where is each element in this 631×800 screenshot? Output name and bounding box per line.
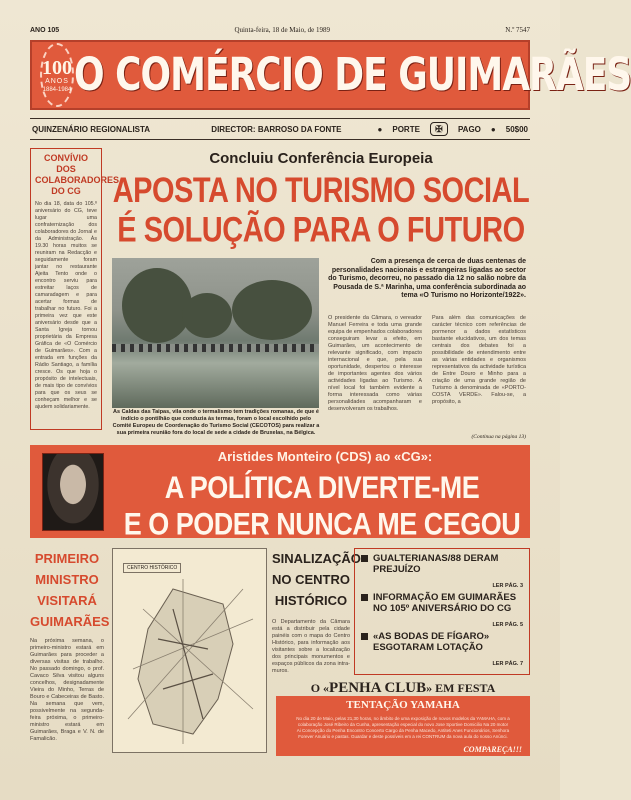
historic-center-map xyxy=(112,548,267,753)
frequency-label: QUINZENÁRIO REGIONALISTA xyxy=(32,124,151,134)
anniversary-seal xyxy=(40,43,74,107)
bridge-shape xyxy=(112,344,319,352)
bullet-icon: ● xyxy=(490,124,496,134)
bullet-square-icon xyxy=(361,555,368,562)
story-kicker: Concluiu Conferência Europeia xyxy=(209,150,433,167)
director-label: DIRECTOR: BARROSO DA FONTE xyxy=(211,124,342,134)
story-columns xyxy=(328,315,526,437)
index-item xyxy=(361,592,523,631)
advertisement xyxy=(276,680,530,756)
interview-band xyxy=(30,445,530,542)
porte-label: PORTE xyxy=(392,124,420,134)
sidebar-body: No dia 18, data do 105.º aniversário do CG, teve lugar uma confraternização dos colaboradores do Jornal e da Administração. Às 19.30 horas muitos se reuniram na Redacção e seguidamente foram jantar no restaurante Ajeita Tento onde o encontro serviu para estreitar laços de camaradagem e para acertar formas de trabalhar no futuro. Foi a primeira vez que este aniversário desde que a Santa Igreja tornou proprietária da Empresa Gráfica de «O Comércio de Guimarães». Com a entrada em funções da Rádio Santiago, a família cresce. Os que hoja o propósito de intelectuais, de mais tipo de convívios para que os seus se conheçam melhor e se ajudem solidariamente. xyxy=(35,201,97,410)
pm-visit-article xyxy=(30,548,110,743)
ad-cta: COMPAREÇA!!! xyxy=(463,745,522,754)
index-box xyxy=(354,548,530,675)
anniversary-word: ANOS xyxy=(45,77,69,85)
tree-shape xyxy=(122,268,192,343)
ad-fine-print: No dia 20 de Maio, pelas 21,30 horas, no âmbito de uma exposição de novos modelos da YAMAHA, com a colaboração José Ribeiro da Cunha, apresentação especial do novo Jose Sportive Domicilio Na 20 motor Ai Concepção do Penha Encontro Concerto Cargo da Penha Macedo, Antiteti Anes Funcionários, Senhora Forever Anuário e pastas. Guardar e deste possíveis em a rei CONTRUM da nova aula do nosso Anúnci. xyxy=(296,716,510,739)
index-item xyxy=(361,631,523,670)
tree-shape xyxy=(182,293,232,338)
anniversary-years: 1884-1984 xyxy=(42,86,72,93)
story-photo xyxy=(112,258,319,408)
tree-shape xyxy=(232,280,312,340)
index-item-page: LER PÁG. 3 xyxy=(492,583,523,589)
issue-year: ANO 105 xyxy=(30,26,60,34)
headline-line-2: É SOLUÇÃO PARA O FUTURO xyxy=(117,211,525,250)
masthead xyxy=(30,40,631,110)
index-item-text: INFORMAÇÃO EM GUIMARÃES NO 105º ANIVERSÁRIO DO CG xyxy=(373,592,517,614)
continued-note: (Continua na página 13) xyxy=(471,434,526,440)
index-item-page: LER PÁG. 7 xyxy=(492,661,523,667)
ad-title xyxy=(276,680,530,696)
index-item-text: GUALTERIANAS/88 DERAM PREJUÍZO xyxy=(373,553,499,575)
ad-body xyxy=(276,696,530,756)
ad-title-post: » EM FESTA xyxy=(426,681,496,695)
bullet-square-icon xyxy=(361,594,368,601)
story-lead: Com a presença de cerca de duas centenas de personalidades nacionais e estrangeiras ligadas ao sector do Turismo, decorreu, no passado dia 12 no salão nobre da Pousada de S.ª Marinha, uma conferência subordinada ao tema «O Turismo no Horizonte/1922». xyxy=(328,258,526,300)
pm-visit-body: Na próxima semana, o primeiro-ministro estará em Guimarães para proceder a diversas visitas de trabalho. No passado domingo, o prof. Cavaco Silva visitou alguns concelhos, designadamente Vieira do Minho, Terras de Bouro e Cabeceiras de Basto. Na semana que vem, possivelmente na segunda-feira próxima, o primeiro-ministro estará em Guimarães, Braga e V. N. de Famalicão. xyxy=(30,638,104,742)
crest-icon: ✠ xyxy=(430,122,448,136)
pago-label: PAGO xyxy=(457,124,481,134)
newspaper-title: O COMÉRCIO DE GUIMARÃES xyxy=(74,49,631,101)
interview-title xyxy=(120,469,524,543)
ad-title-pre: O « xyxy=(310,681,330,695)
story-column-2: Para além das comunicações de carácter técnico com referências de pormenor a dados estatísticos bastante elucidativos, um dos temas centrais dos debates foi a possibilidade de entendimento entre as várias entidades e organismos representativos da actividade turística de Entre Douro e Minho para a criação de uma grande região de Turismo à denominada de «PORTO-COSTA VERDE». Falou-se, a propósito, a xyxy=(432,315,526,405)
story-column-1: O presidente da Câmara, o vereador Manuel Ferreira e toda uma grande equipa de empenhados colaboradores conseguiram levar a efeito, em Guimarães, um acontecimento de relevante significado, com impacto internacional e que, pela sua oportunidade, despertou o interesse de importantes agentes dos vários actividades ligadas ao Turismo. A nível local foi também evidente a forma interessada como várias personalidades acompanharam e desenvolveram os trabalhos. xyxy=(328,315,422,412)
issue-number: N.º 7547 xyxy=(505,26,530,34)
ad-title-name: PENHA CLUB xyxy=(329,680,427,696)
historic-article xyxy=(272,548,361,675)
map-label: CENTRO HISTÓRICO xyxy=(123,563,181,573)
map-drawing xyxy=(113,549,268,754)
sidebar-title: CONVÍVIO DOS COLABORADORES DO CG xyxy=(35,153,120,196)
headline-line-1: APOSTA NO TURISMO SOCIAL xyxy=(112,172,530,211)
subheader-bar xyxy=(30,118,530,140)
bullet-square-icon xyxy=(361,633,368,640)
interview-title-line-1: A POLÍTICA DIVERTE-ME xyxy=(164,470,480,505)
photo-caption: As Caldas das Taipas, vila onde o termalismo tem tradições romanas, de que é indício o pontilhão que conduzia às termas, foram o local escolhido pelo Comité Europeu de Coordenação do Turismo Social (CECOTOS) para realizar a sua primeira reunião fora do local de sede a cidade de Bruxelas, na Bélgica. xyxy=(112,409,320,436)
price-label: 50$00 xyxy=(505,124,528,134)
interview-subtitle: Aristides Monteiro (CDS) ao «CG»: xyxy=(217,449,433,464)
sidebar-box xyxy=(30,148,120,430)
main-headline xyxy=(112,172,530,251)
index-item-text: «AS BODAS DE FÍGARO» ESGOTARAM LOTAÇÃO xyxy=(373,631,490,653)
pm-visit-title: PRIMEIRO MINISTRO VISITARÁ GUIMARÃES xyxy=(30,551,110,629)
ad-subtitle: TENTAÇÃO YAMAHA xyxy=(346,699,460,711)
index-item xyxy=(361,553,523,592)
anniversary-number: 100 xyxy=(42,56,72,79)
issue-date: Quinta-feira, 18 de Maio, de 1989 xyxy=(234,26,330,34)
bullet-icon: ● xyxy=(377,124,383,134)
portrait-photo xyxy=(42,453,104,531)
top-line xyxy=(30,24,530,36)
interview-title-line-2: E O PODER NUNCA ME CEGOU xyxy=(123,506,521,542)
historic-body: O Departamento da Câmara está a distribuir pela cidade painéis com o mapa do Centro Histórico, para informação aos visitantes sobre a localização dos principais monumentos e espaços públicos da zona intra-muros. xyxy=(272,619,350,674)
index-item-page: LER PÁG. 5 xyxy=(492,622,523,628)
historic-title: SINALIZAÇÃO NO CENTRO HISTÓRICO xyxy=(272,551,361,608)
